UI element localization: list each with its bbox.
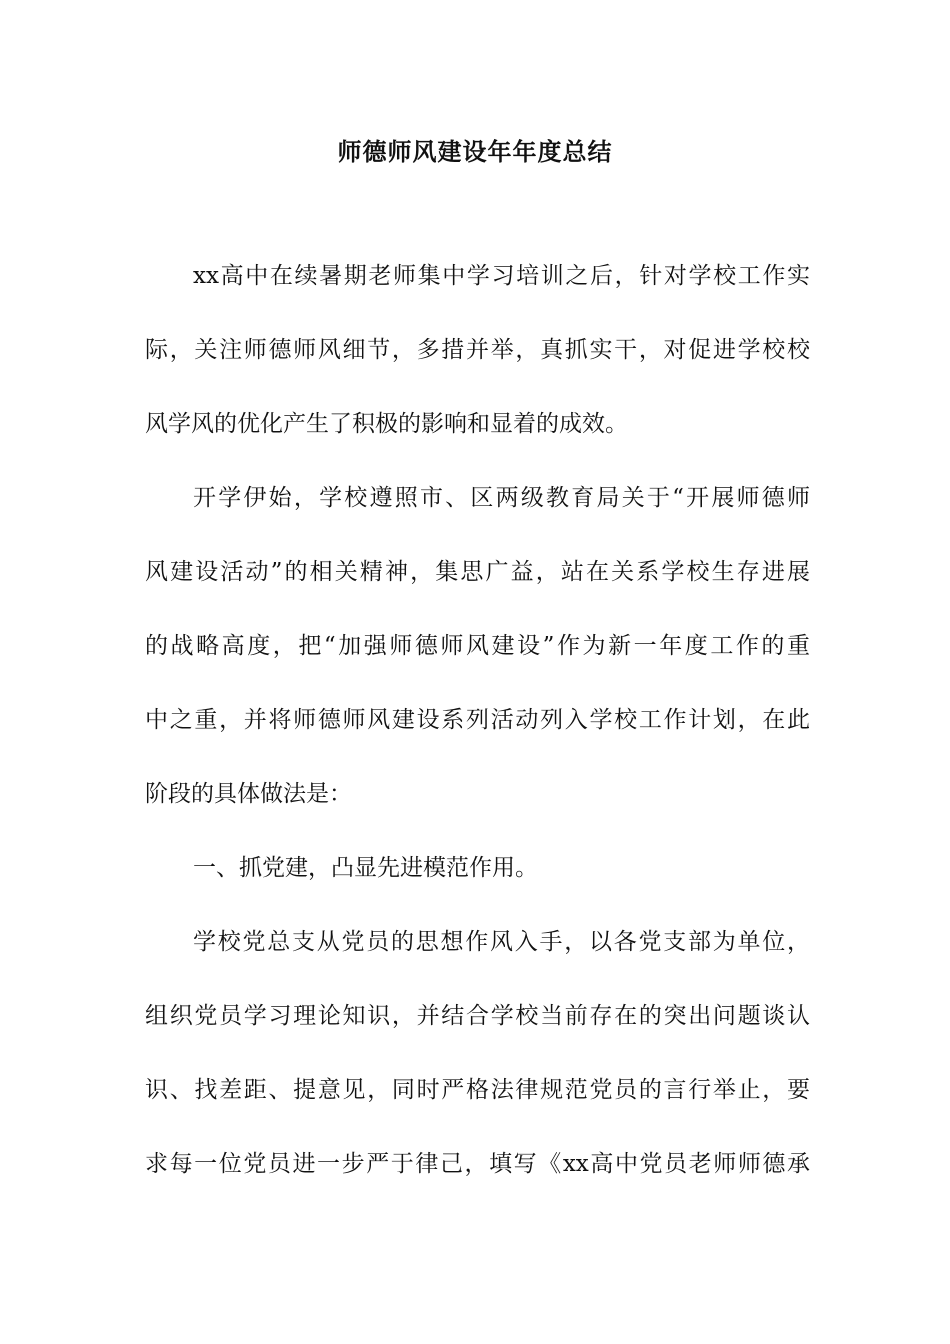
paragraph-2-line-2: 风建设活动”的相关精神，集思广益，站在关系学校生存进展 (145, 559, 810, 585)
paragraph-2-line-3: 的战略高度，把“加强师德师风建设”作为新一年度工作的重 (145, 633, 810, 659)
document-title: 师德师风建设年年度总结 (337, 138, 613, 166)
section-heading-1: 一、抓党建，凸显先进模范作用。 (193, 855, 538, 881)
paragraph-1-line-3: 风学风的优化产生了积极的影响和显着的成效。 (145, 411, 628, 437)
paragraph-3-line-2: 组织党员学习理论知识，并结合学校当前存在的突出问题谈认 (145, 1003, 810, 1029)
paragraph-1-line-2: 际，关注师德师风细节，多措并举，真抓实干，对促进学校校 (145, 337, 810, 363)
paragraph-3-line-1: 学校党总支从党员的思想作风入手，以各党支部为单位， (193, 929, 810, 955)
paragraph-2-line-1: 开学伊始，学校遵照市、区两级教育局关于“开展师德师 (193, 485, 810, 511)
paragraph-3-line-3: 识、找差距、提意见，同时严格法律规范党员的言行举止，要 (145, 1077, 810, 1103)
paragraph-2-line-5: 阶段的具体做法是： (145, 781, 352, 807)
paragraph-3-line-4: 求每一位党员进一步严于律己，填写《xx高中党员老师师德承 (145, 1151, 810, 1177)
paragraph-2-line-4: 中之重，并将师德师风建设系列活动列入学校工作计划，在此 (145, 707, 810, 733)
paragraph-1-line-1: xx高中在续暑期老师集中学习培训之后，针对学校工作实 (193, 263, 810, 289)
